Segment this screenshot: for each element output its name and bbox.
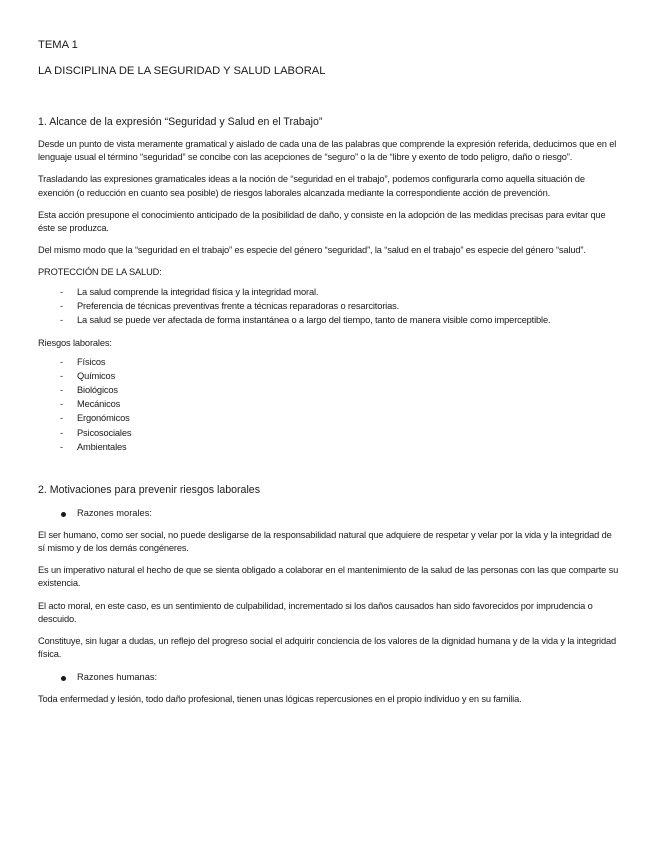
bullet-dot-icon bbox=[61, 512, 66, 517]
dash-marker: - bbox=[60, 385, 63, 396]
list-item-text: Físicos bbox=[77, 357, 106, 368]
list-item bbox=[38, 313, 620, 327]
document-title: LA DISCIPLINA DE LA SEGURIDAD Y SALUD LABORAL bbox=[38, 65, 326, 77]
section-1-paragraph: Trasladando las expresiones gramaticales ideas a la noción de “seguridad en el trabajo”, podemos configurarla como aquella situación de exención (o reducción en cuanto sea posible) de riesgos laborales alcanzada mediante la correspondiente acción de prevención. bbox=[38, 174, 585, 198]
section-2-paragraph: Constituye, sin lugar a dudas, un reflejo del progreso social el adquirir conciencia de los valores de la dignidad humana y de la vida y la integridad física. bbox=[38, 635, 617, 660]
list-item bbox=[38, 411, 620, 425]
dash-marker: - bbox=[60, 427, 63, 438]
list-item-text: Biológicos bbox=[77, 385, 118, 396]
bullet-item-text: Razones morales: bbox=[77, 507, 152, 518]
dash-marker: - bbox=[60, 315, 63, 326]
document-page bbox=[38, 38, 620, 707]
list-item bbox=[38, 383, 620, 397]
dash-marker: - bbox=[60, 441, 63, 452]
bullet-dot-icon bbox=[61, 676, 66, 681]
section-1-heading: 1. Alcance de la expresión “Seguridad y Salud en el Trabajo” bbox=[38, 116, 323, 128]
dash-marker: - bbox=[60, 413, 63, 424]
section-1-paragraph: Del mismo modo que la “seguridad en el trabajo” es especie del género “seguridad”, la “salud en el trabajo” es especie del género “salud”. bbox=[38, 245, 586, 256]
list-item bbox=[38, 355, 620, 369]
section-2-paragraph: Es un imperativo natural el hecho de que se sienta obligado a colaborar en el mantenimiento de la salud de las personas con las que comparte su existencia. bbox=[38, 565, 619, 589]
section-1-paragraph: Esta acción presupone el conocimiento anticipado de la posibilidad de daño, y consiste en la adopción de las medidas precisas para evitar que éste se produzca. bbox=[38, 209, 606, 234]
list-item-text: Ambientales bbox=[77, 441, 127, 452]
riesgos-list bbox=[38, 355, 620, 454]
list-item bbox=[38, 426, 620, 440]
riesgos-label: Riesgos laborales: bbox=[38, 337, 112, 348]
bullet-item-morales bbox=[38, 507, 620, 520]
section-2-paragraph: El acto moral, en este caso, es un sentimiento de culpabilidad, incrementado si los daños causados han sido favorecidos por imprudencia o descuido. bbox=[38, 600, 593, 624]
proteccion-label: PROTECCIÓN DE LA SALUD: bbox=[38, 267, 162, 278]
section-2-paragraph: Toda enfermedad y lesión, todo daño profesional, tienen unas lógicas repercusiones en el propio individuo y en su familia. bbox=[38, 694, 522, 705]
bullet-item-humanas bbox=[38, 671, 620, 684]
dash-marker: - bbox=[60, 301, 63, 312]
bullet-item-text: Razones humanas: bbox=[77, 672, 158, 683]
list-item-text: La salud comprende la integridad física y la integridad moral. bbox=[77, 286, 319, 297]
dash-marker: - bbox=[60, 399, 63, 410]
list-item bbox=[38, 397, 620, 411]
list-item bbox=[38, 299, 620, 313]
dash-marker: - bbox=[60, 357, 63, 368]
list-item bbox=[38, 369, 620, 383]
list-item bbox=[38, 440, 620, 454]
section-2-heading: 2. Motivaciones para prevenir riesgos laborales bbox=[38, 483, 260, 496]
topic-number: TEMA 1 bbox=[38, 39, 78, 51]
list-item-text: Preferencia de técnicas preventivas frente a técnicas reparadoras o resarcitorias. bbox=[77, 301, 400, 312]
list-item bbox=[38, 285, 620, 299]
dash-marker: - bbox=[60, 286, 63, 297]
list-item-text: Ergonómicos bbox=[77, 413, 130, 424]
list-item-text: La salud se puede ver afectada de forma instantánea o a largo del tiempo, tanto de manera visible como imperceptible. bbox=[77, 315, 551, 326]
list-item-text: Mecánicos bbox=[77, 399, 121, 410]
section-1-paragraph: Desde un punto de vista meramente gramatical y aislado de cada una de las palabras que comprende la expresión referida, deducimos que en el lenguaje usual el término “seguridad” se concibe con las acepciones de “seguro” o la de “libre y exento de todo peligro, daño o riesgo”. bbox=[38, 139, 617, 163]
list-item-text: Químicos bbox=[77, 371, 116, 382]
proteccion-list bbox=[38, 285, 620, 328]
section-2-paragraph: El ser humano, como ser social, no puede desligarse de la responsabilidad natural que adquiere de respetar y velar por la vida y la integridad de sí mismo y de los demás congéneres. bbox=[38, 529, 612, 553]
dash-marker: - bbox=[60, 371, 63, 382]
list-item-text: Psicosociales bbox=[77, 427, 132, 438]
